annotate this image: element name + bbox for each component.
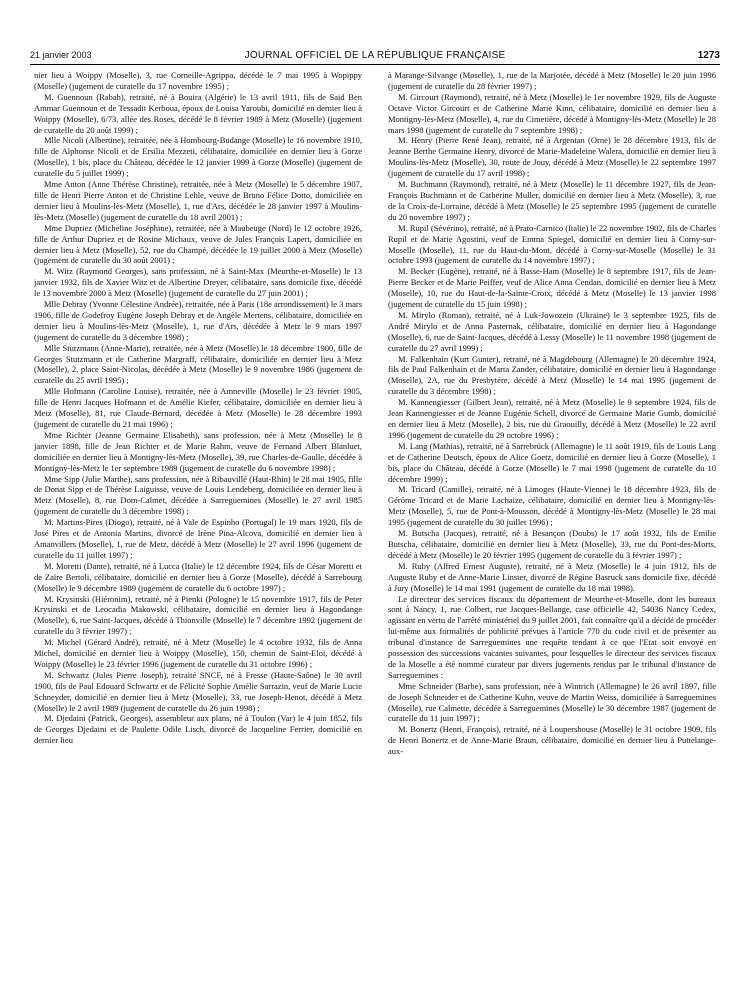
paragraph: Mlle Nicoli (Albertine), retraitée, née à Hombourg-Budange (Moselle) le 16 novembre 1910, fille de Alphonse Nicoli et de Ersilia Mezzeti, célibataire, domiciliée en dernier lieu à Gorze (Moselle), 1 bis, place du Château, décédée le 12 janvier 1999 à Gorze (Moselle) (jugement de curatelle du 5 juillet 1999) ;: [34, 135, 362, 179]
paragraph: M. Moretti (Dante), retraité, né à Lucca (Italie) le 12 décembre 1924, fils de César Moretti et de Zaïre Bertoli, célibataire, domicilié en dernier lieu à Gorze (Moselle), décédé à Sarrebourg (Moselle) le 9 décembre 1989 (jugement de curatelle du 6 octobre 1997) ;: [34, 560, 362, 593]
paragraph: Le directeur des services fiscaux du département de Meurthe-et-Moselle, dont les bureaux sont à Nancy, 1, rue Colbert, rue Jacques-Bellange, case officielle 42, 54036 Nancy Cedex, agissant en vertu de l'arrêté ministériel du 9 juillet 2001, fait connaître qu'il a décidé de procéder lui-même aux formalités de publicité prévues à l'article 770 du code civil et de présenter au tribunal d'instance de Sarreguemines une requête tendant à ce que l'Etat soit envoyé en possession des successions vacantes suivantes, pour lesquelles le directeur des services fiscaux de la Moselle a été nommé curateur par divers jugements rendus par le tribunal d'instance de Sarreguemines :: [388, 593, 716, 680]
paragraph: M. Guennoun (Rabah), retraité, né à Bouira (Algérie) le 13 avril 1911, fils de Said Ben Ammar Guennoun et de Tessadit Kerboua, époux de Louisa Yaroubi, domicilié en dernier lieu à Woippy (Moselle), 6/73, allée des Roses, décédé le 8 février 1989 à Metz (Moselle) (jugement de curatelle du 20 août 1999) ;: [34, 91, 362, 135]
paragraph: M. Henry (Pierre René Jean), retraité, né à Argentan (Orne) le 28 décembre 1913, fils de Jeanne Berthe Germaine Henry, divorcé de Marie-Madeleine Walera, domicilié en dernier lieu à Moulins-lès-Metz (Moselle), 30, route de Jouy, décédé à Metz (Moselle) le 22 septembre 1997 (jugement de curatelle du 17 avril 1998) ;: [388, 135, 716, 179]
paragraph: Mme Richter (Jeanne Germaine Elisabeth), sans profession, née à Metz (Moselle) le 8 janvier 1898, fille de Jean Richter et de Marie Rahm, veuve de Fernand Albert Blanluet, domiciliée en dernier lieu à Montigny-lès-Metz (Moselle), 39, rue Charles-de-Gaulle, décédée à Montigny-lès-Metz le 1er septembre 1989 (jugement de curatelle du 6 novembre 1998) ;: [34, 429, 362, 473]
paragraph: M. Mirylo (Roman), retraité, né à Luk-Jowozein (Ukraine) le 3 septembre 1925, fils de André Mirylo et de Anna Pasternak, célibataire, domicilié en dernier lieu à Hagondange (Moselle), 6, rue de Saint-Jacques, décédé à Lessy (Moselle) le 11 novembre 1998 (jugement de curatelle du 27 avril 1999) ;: [388, 309, 716, 353]
paragraph: M. Butscha (Jacques), retraité, né à Besançon (Doubs) le 17 août 1932, fils de Emilie Butscha, célibataire, domicilié en dernier lieu à Metz (Moselle), 33, rue du Pont-des-Morts, décédé à Metz (Moselle) le 20 février 1995 (jugement de curatelle du 3 février 1997) ;: [388, 528, 716, 560]
paragraph: M. Krysinski (Hiéronim), retraité, né à Pienki (Pologne) le 15 novembre 1917, fils de Peter Krysinski et de Leocadia Makowski, célibataire, domicilié en dernier lieu à Hagondange (Moselle), 6, rue Saint-Jacques, décédé à Thionville (Moselle) le 7 décembre 1992 (jugement de curatelle du 3 février 1997) ;: [34, 593, 362, 637]
paragraph: nier lieu à Woippy (Moselle), 3, rue Corneille-Agrippa, décédé le 7 mai 1995 à Wopippy (Moselle) (jugement de curatelle du 17 novembre 1995) ;: [34, 70, 362, 91]
paragraph: M. Falkenhain (Kurt Gunter), retraité, né à Magdebourg (Allemagne) le 20 décembre 1924, fils de Paul Falkenhain et de Marta Zander, célibataire, domicilié en dernier lieu à Hagondange (Moselle), 2A, rue du Presbytère, décédé à Metz (Moselle) le 14 mai 1995 (jugement de curatelle du 3 décembre 1998) ;: [388, 353, 716, 397]
paragraph: M. Martins-Pires (Diogo), retraité, né à Vale de Espinho (Portugal) le 19 mars 1920, fils de José Pires et de Antonia Martins, divorcé de Irène Pina-Alcova, domicilié en dernier lieu à Amanvillers (Moselle), 1, rue de Metz, décédé à Metz (Moselle) le 27 avril 1996 (jugement de curatelle du 11 juillet 1997) ;: [34, 517, 362, 560]
page-number: 1273: [697, 50, 720, 61]
paragraph: Mme Anton (Anne Thérèse Christine), retraitée, née à Metz (Moselle) le 5 décembre 1907, fille de Henri Pierre Anton et de Christine Lehle, veuve de Bruno Félice Dotto, domiciliée en dernier lieu à Moulins-lès-Metz (Moselle), 1, rue d'Ars, décédée le 28 janvier 1997 à Moulins-lès-Metz (Moselle) (jugement de curatelle du 18 avril 2001) ;: [34, 179, 362, 222]
journal-title: JOURNAL OFFICIEL DE LA RÉPUBLIQUE FRANÇAISE: [244, 50, 506, 61]
paragraph: M. Djedaini (Patrick, Georges), assembleur aux plans, né à Toulon (Var) le 4 juin 1852, fils de Georges Djedaini et de Paulette Odile Lisch, divorcé de Jacqueline Ferrier, domicilié en dernier lieu: [34, 713, 362, 746]
paragraph: M. Kannengiesser (Gilbert Jean), retraité, né à Metz (Moselle) le 9 septembre 1924, fils de Jean Kannengiesser et de Jeanne Eugénie Schell, divorcé de Germaine Marie Gumb, domicilié en dernier lieu à Metz (Moselle), 2 bis, rue du Graouilly, décédé à Metz (Moselle) le 22 avril 1996 (jugement de curatelle du 29 octobre 1996) ;: [388, 397, 716, 440]
paragraph: Mme Schneider (Barbe), sans profession, née à Wintrich (Allemagne) le 26 avril 1897, fille de Joseph Schneider et de Catherine Kuhn, veuve de Martin Weiss, domiciliée à Sarreguemines (Moselle), rue Calmette, décédée à Sarreguemines (Moselle) le 30 décembre 1987 (jugement de curatelle du 11 juin 1997) ;: [388, 680, 716, 724]
paragraph: Mlle Debray (Yvonne Célestine Andrée), retraitée, née à Paris (18e arrondissement) le 3 mars 1906, fille de Godefroy Eugène Joseph Debray et de Angèle Mertens, célibataire, domiciliée en dernier lieu à Moulins-lès-Metz (Moselle), 1, rue d'Ars, décédée à Metz le 9 mars 1997 (jugement de curatelle du 3 décembre 1998) ;: [34, 299, 362, 342]
paragraph: Mme Sipp (Julie Marthe), sans profession, née à Ribauvillé (Haut-Rhin) le 28 mai 1905, fille de Donat Sipp et de Thérèse Laiguisse, veuve de Louis Lendeberg, domiciliée en dernier lieu à Metz (Moselle), 8, rue Dom-Calmet, décédée à Sarreguemines (Moselle) le 27 avril 1985 (jugement de curatelle du 3 décembre 1998) ;: [34, 473, 362, 517]
paragraph: Mlle Hofmann (Caroline Louise), retraitée, née à Amneville (Moselle) le 23 février 1905, fille de Henri Jacques Hofmann et de Amélie Kiefer, célibataire, domiciliée en dernier lieu à Metz (Moselle), 81, rue Claude-Bernard, décédée à Metz (Moselle) le 28 décembre 1993 (jugement de curatelle du 21 mai 1996) ;: [34, 386, 362, 429]
paragraph: M. Tricard (Camille), retraité, né à Limoges (Haute-Vienne) le 18 décembre 1923, fils de Gérôme Tricard et de Marie Lachaize, célibataire, domicilié en dernier lieu à Montigny-lès-Metz (Moselle), 5, rue de Pont-à-Mousson, décédé à Montigny-lès-Metz (Moselle) le 28 mai 1995 (jugement de curatelle du 30 juillet 1996) ;: [388, 484, 716, 528]
left-column: [34, 70, 362, 985]
paragraph: M. Michel (Gérard André), retraité, né à Metz (Moselle) le 4 octobre 1932, fils de Anna Michel, domicilié en dernier lieu à Woippy (Moselle), 150, chemin de Saint-Eloi, décédé à Woippy (Moselle) le 23 février 1996 (jugement de curatelle du 31 octobre 1996) ;: [34, 637, 362, 669]
paragraph: M. Buchmann (Raymond), retraité, né à Metz (Moselle) le 11 décembre 1927, fils de Jean-François Buchmann et de Catherine Muller, domicilié en dernier lieu à Metz (Moselle), 3, rue de la Croix-de-Lorraine, décédé à Metz (Moselle) le 25 septembre 1995 (jugement de curatelle du 20 novembre 1997) ;: [388, 179, 716, 222]
paragraph: M. Rupil (Sévérino), retraité, né à Prato-Carnico (Italie) le 22 novembre 1902, fils de Charles Rupil et de Marie Agostini, veuf de Emma Spiegel, domicilié en dernier lieu à Corny-sur-Moselle (Moselle), 11, rue du Haut-du-Mont, décédé à Corny-sur-Moselle (Moselle) le 31 octobre 1993 (jugement de curatelle du 14 novembre 1997) ;: [388, 222, 716, 266]
paragraph: à Marange-Silvange (Moselle), 1, rue de la Marjotée, décédé à Metz (Moselle) le 20 juin 1996 (jugement de curatelle du 28 février 1997) ;: [388, 70, 716, 91]
header-rule: [30, 64, 720, 65]
paragraph: Mlle Stutzmann (Anne-Marie), retraitée, née à Metz (Moselle) le 18 décembre 1900, fille de Georges Stutzmann et de Catherine Margraff, célibataire, domiciliée en dernier lieu à Metz (Moselle), 2, place Saint-Nicolas, décédée à Metz (Moselle) le 9 novembre 1986 (jugement de curatelle du 25 avril 1995) ;: [34, 342, 362, 386]
paragraph: Mme Dupriez (Micheline Joséphine), retraitée, née à Maubeuge (Nord) le 12 octobre 1926, fille de Arthur Dupriez et de Rosine Michaux, veuve de Jules François Lapert, domiciliée en dernier lieu à Metz (Moselle), 52, rue du Champé, décédée le 19 juillet 2000 à Metz (Moselle) (jugement de curatelle du 30 août 2001) ;: [34, 222, 362, 266]
paragraph: M. Becker (Eugène), retraité, né à Basse-Ham (Moselle) le 8 septembre 1917, fils de Jean-Pierre Becker et de Marie Peiffer, veuf de Alice Anna Cendan, domicilié en dernier lieu à Metz (Moselle), 10, rue du Haut-de-la-Sainte-Croix, décédé à Metz (Moselle) le 13 janvier 1998 (jugement de curatelle du 15 juin 1998) ;: [388, 266, 716, 310]
paragraph: M. Bonertz (Henri, François), retraité, né à Loupershouse (Moselle) le 31 octobre 1909, fils de Henri Bonertz et de Anne-Marie Braun, célibataire, domicilié en dernier lieu à Puttelange-aux-: [388, 724, 716, 757]
paragraph: M. Lang (Mathias), retraité, né à Sarrebrück (Allemagne) le 11 août 1919, fils de Louis Lang et de Catherine Deutsch, époux de Alice Goetz, domicilié en dernier lieu à Gorze (Moselle), 1 bis, place du Château, décédé à Gorze (Moselle) le 7 mai 1998 (jugement de curatelle du 10 décembre 1999) ;: [388, 440, 716, 484]
paragraph: M. Witz (Raymond Georges), sans profession, né à Saint-Max (Meurthe-et-Moselle) le 13 janvier 1932, fils de Xavier Witz et de Albertine Dreyer, célibataire, sans domicile fixe, décédé le 13 novembre 2000 à Metz (Moselle) (jugement de curatelle du 27 juin 2001) ;: [34, 266, 362, 299]
paragraph: M. Ruby (Alfred Ernest Auguste), retraité, né à Metz (Moselle) le 4 juin 1912, fils de Auguste Ruby et de Anne-Marie Linster, divorcé de Régine Basruck sans domicile fixe, décédé à Jury (Moselle) le 14 mai 1991 (jugement de curatelle du 18 mai 1998).: [388, 560, 716, 593]
header-date: 21 janvier 2003: [30, 50, 92, 60]
right-column: [388, 70, 716, 985]
paragraph: M. Schwartz (Jules Pierre Joseph), retraité SNCF, né à Fresse (Haute-Saône) le 30 avril 1900, fils de Paul Edouard Schwartz et de Félicité Sophie Amélie Sarrazin, veuf de Marie Lucie Schneyder, domicilié en dernier lieu à Metz (Moselle), 33, rue Joseph-Henot, décédé à Metz (Moselle) le 2 avril 1989 (jugement de curatelle du 26 juin 1998) ;: [34, 669, 362, 713]
paragraph: M. Gircourt (Raymond), retraité, né à Metz (Moselle) le 1er novembre 1929, fils de Auguste Octave Victor Gircourt et de Catherine Marie Kinn, célibataire, domicilié en dernier lieu à Montigny-lès-Metz (Moselle), 4, rue du Cimetière, décédé à Montigny-lès-Metz (Moselle) le 28 mars 1998 (jugement de curatelle du 7 septembre 1998) ;: [388, 91, 716, 135]
